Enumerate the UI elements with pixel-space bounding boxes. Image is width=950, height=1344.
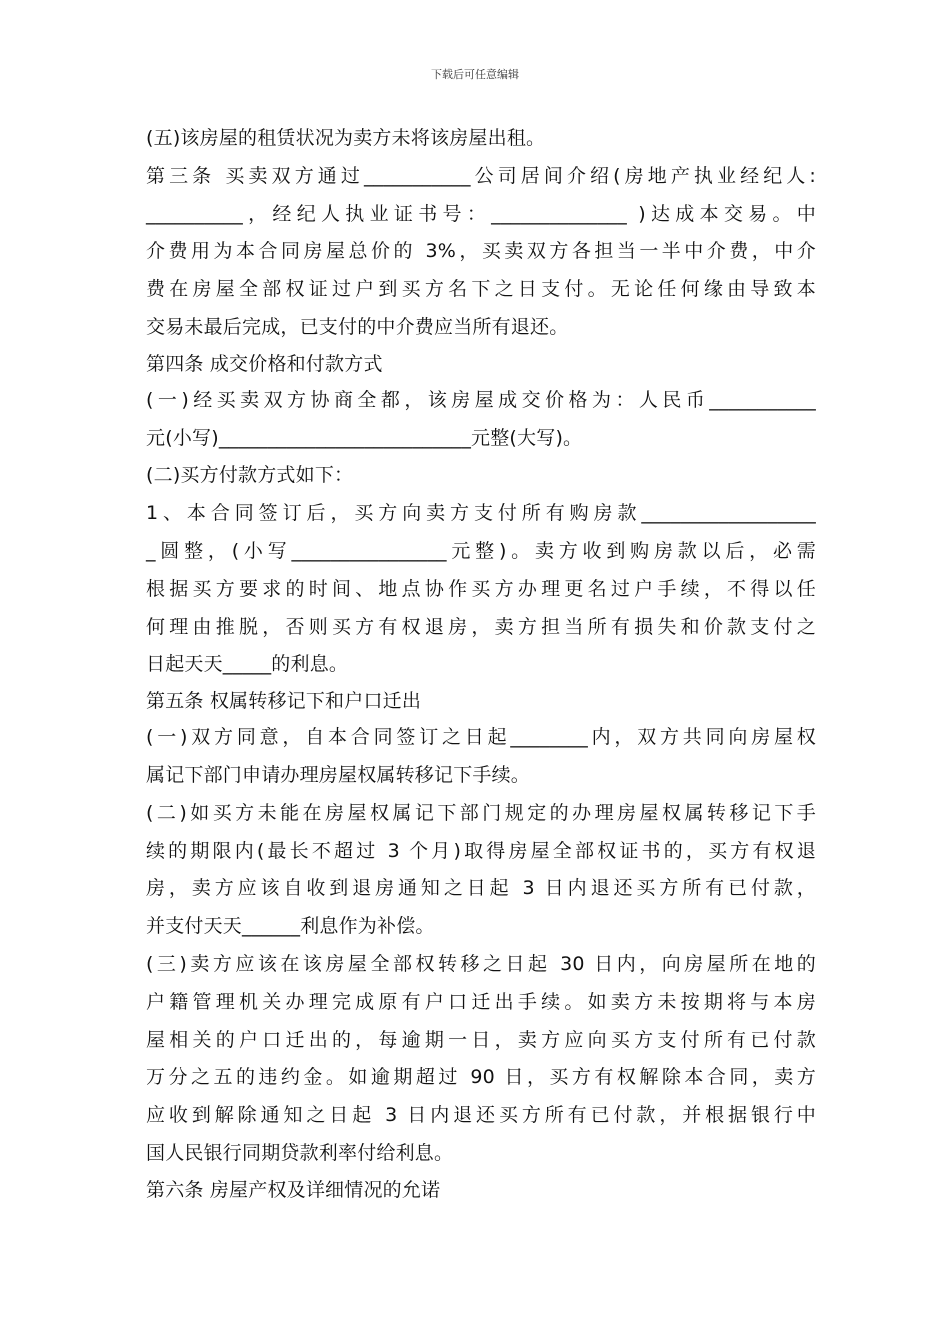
text-line: (五)该房屋的租赁状况为卖方未将该房屋出租。 bbox=[146, 127, 546, 149]
text-line: 屋相关的户口迁出的，每逾期一日，卖方应向买方支付所有已付款 bbox=[146, 1028, 816, 1051]
text-line: 属记下部门申请办理房屋权属转移记下手续。 bbox=[146, 763, 531, 786]
text-line: 介费用为本合同房屋总价的 3%，买卖双方各担当一半中介费，中介 bbox=[146, 240, 816, 263]
text-line: 应收到解除通知之日起 3 日内退还买方所有已付款，并根据银行中 bbox=[146, 1104, 816, 1127]
text-line: 第三条 买卖双方通过___________公司居间介绍(房地产执业经纪人: bbox=[146, 164, 816, 187]
text-line: 费在房屋全部权证过户到买方名下之日支付。无论任何缘由导致本 bbox=[146, 278, 816, 301]
section-heading: 第五条 权属转移记下和户口迁出 bbox=[146, 690, 422, 713]
text-line: _圆整，(小写________________元整)。卖方收到购房款以后，必需 bbox=[146, 539, 816, 562]
text-line: 1、本合同签订后，买方向卖方支付所有购房款__________________ bbox=[146, 502, 816, 525]
text-line: 日起天天_____的利息。 bbox=[146, 653, 349, 676]
text-line: (一)经买卖双方协商全都，该房屋成交价格为：人民币___________ bbox=[146, 388, 816, 411]
text-line: 何理由推脱，否则买方有权退房，卖方担当所有损失和价款支付之 bbox=[146, 615, 816, 638]
text-line: 房，卖方应该自收到退房通知之日起 3 日内退还买方所有已付款， bbox=[146, 877, 816, 900]
document-body bbox=[146, 120, 816, 1208]
section-heading: 第四条 成交价格和付款方式 bbox=[146, 352, 383, 375]
text-line: (三)卖方应该在该房屋全部权转移之日起 30 日内，向房屋所在地的 bbox=[146, 952, 816, 975]
text-line: 续的期限内(最长不超过 3 个月)取得房屋全部权证书的，买方有权退 bbox=[146, 839, 816, 862]
text-line: (二)如买方未能在房屋权属记下部门规定的办理房屋权属转移记下手 bbox=[146, 801, 816, 824]
text-line: 元(小写)__________________________元整(大写)。 bbox=[146, 426, 583, 449]
text-line: 根据买方要求的时间、地点协作买方办理更名过户手续，不得以任 bbox=[146, 577, 816, 600]
page-header: 下载后可任意编辑 bbox=[431, 68, 519, 81]
section-heading: 第六条 房屋产权及详细情况的允诺 bbox=[146, 1178, 441, 1201]
text-line: 万分之五的违约金。如逾期超过 90 日，买方有权解除本合同，卖方 bbox=[146, 1066, 816, 1089]
text-line: (一)双方同意，自本合同签订之日起________内，双方共同向房屋权 bbox=[146, 726, 816, 749]
text-line: __________，经纪人执业证书号：______________ )达成本交易。中 bbox=[146, 202, 816, 225]
text-line: 户籍管理机关办理完成原有户口迁出手续。如卖方未按期将与本房 bbox=[146, 990, 816, 1013]
text-line: 交易未最后完成，已支付的中介费应当所有退还。 bbox=[146, 315, 569, 338]
text-line: (二)买方付款方式如下： bbox=[146, 464, 354, 487]
text-line: 国人民银行同期贷款利率付给利息。 bbox=[146, 1141, 454, 1164]
text-line: 并支付天天______利息作为补偿。 bbox=[146, 915, 435, 938]
